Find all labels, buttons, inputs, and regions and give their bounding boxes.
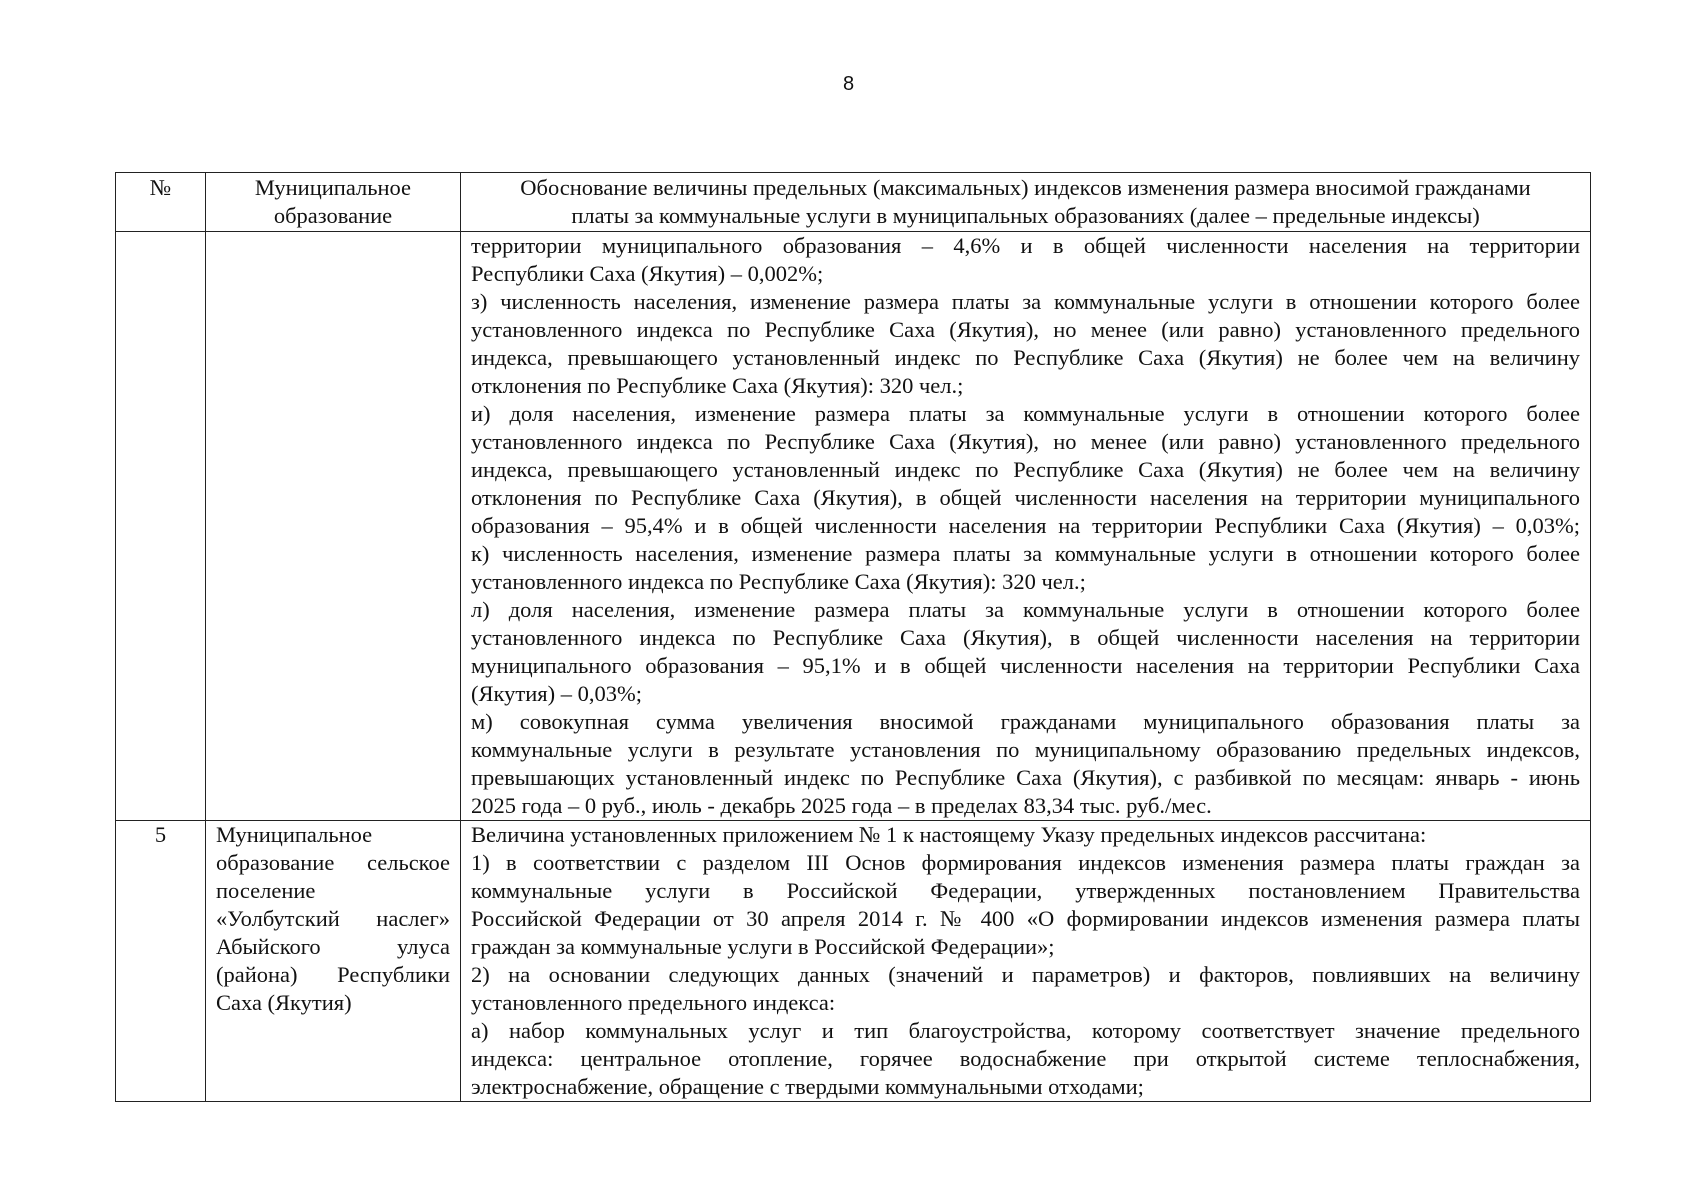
text-line: м) совокупная сумма увеличения вносимой гражданами муниципального образования платы за	[471, 709, 1580, 734]
text-line: л) доля населения, изменение размера платы за коммунальные услуги в отношении которого более	[471, 597, 1580, 622]
text-line: Величина установленных приложением № 1 к настоящему Указу предельных индексов рассчитана:	[471, 822, 1427, 847]
justification-cell	[461, 821, 1591, 1102]
row-number: 5	[116, 821, 206, 1102]
row-number	[116, 232, 206, 821]
header-line: Муниципальное	[254, 175, 412, 200]
header-line: образование	[273, 203, 393, 228]
text-line: установленного индекса по Республике Саха (Якутия): 320 чел.;	[471, 569, 1086, 594]
table-row	[116, 821, 1591, 1102]
text-line: коммунальные услуги в Российской Федерации, утвержденных постановлением Правительства	[471, 878, 1580, 903]
text-line: установленного индекса по Республике Саха (Якутия), в общей численности населения на территории	[471, 625, 1580, 650]
indices-table	[115, 172, 1591, 1102]
table-row	[116, 232, 1591, 821]
header-number: №	[116, 173, 206, 232]
text-line: граждан за коммунальные услуги в Российской Федерации»;	[471, 934, 1055, 959]
table-header-row	[116, 173, 1591, 232]
justification-cell	[461, 232, 1591, 821]
text-line: а) набор коммунальных услуг и тип благоустройства, которому соответствует значение предельного	[471, 1018, 1580, 1043]
text-line: Саха (Якутия)	[216, 990, 352, 1015]
text-line: отклонения по Республике Саха (Якутия): 320 чел.;	[471, 373, 964, 398]
header-justification	[461, 173, 1591, 232]
text-line: к) численность населения, изменение размера платы за коммунальные услуги в отношении которого более	[471, 541, 1580, 566]
text-line: 1) в соответствии с разделом III Основ формирования индексов изменения размера платы граждан за	[471, 850, 1580, 875]
text-line: «Уолбутский наслег»	[216, 906, 450, 931]
text-line: индекса, превышающего установленный индекс по Республике Саха (Якутия) не более чем на величину	[471, 457, 1580, 482]
page-number: 8	[842, 73, 855, 95]
municipality-cell	[206, 232, 461, 821]
text-line: Муниципальное	[216, 822, 373, 847]
text-line: 2) на основании следующих данных (значений и параметров) и факторов, повлиявших на величину	[471, 962, 1580, 987]
text-line: муниципального образования – 95,1% и в общей численности населения на территории Республики Саха	[471, 653, 1580, 678]
text-line: установленного индекса по Республике Саха (Якутия), но менее (или равно) установленного предельного	[471, 317, 1580, 342]
text-line: Российской Федерации от 30 апреля 2014 г. № 400 «О формировании индексов изменения размера платы	[471, 906, 1580, 931]
header-municipality	[206, 173, 461, 232]
text-line: территории муниципального образования – 4,6% и в общей численности населения на территории	[471, 233, 1580, 258]
municipality-cell	[206, 821, 461, 1102]
header-line: платы за коммунальные услуги в муниципальных образованиях (далее – предельные индексы)	[571, 203, 1480, 228]
text-line: Республики Саха (Якутия) – 0,002%;	[471, 261, 824, 286]
text-line: образования – 95,4% и в общей численности населения на территории Республики Саха (Якутия) – 0,03%;	[471, 513, 1580, 538]
header-line: Обоснование величины предельных (максимальных) индексов изменения размера вносимой гражданами	[520, 175, 1531, 200]
text-line: поселение	[216, 878, 316, 903]
text-line: индекса: центральное отопление, горячее водоснабжение при открытой системе теплоснабжения,	[471, 1046, 1580, 1071]
text-line: превышающих установленный индекс по Республике Саха (Якутия), с разбивкой по месяцам: январь - июнь	[471, 765, 1580, 790]
text-line: образование сельское	[216, 850, 450, 875]
text-line: (района) Республики	[216, 962, 450, 987]
text-line: коммунальные услуги в результате установления по муниципальному образованию предельных индексов,	[471, 737, 1580, 762]
text-line: установленного предельного индекса:	[471, 990, 836, 1015]
text-line: электроснабжение, обращение с твердыми коммунальными отходами;	[471, 1074, 1144, 1099]
text-line: (Якутия) – 0,03%;	[471, 681, 642, 706]
text-line: 2025 года – 0 руб., июль - декабрь 2025 года – в пределах 83,34 тыс. руб./мес.	[471, 793, 1212, 818]
text-line: отклонения по Республике Саха (Якутия), в общей численности населения на территории муниципального	[471, 485, 1580, 510]
text-line: установленного индекса по Республике Саха (Якутия), но менее (или равно) установленного предельного	[471, 429, 1580, 454]
text-line: Абыйского улуса	[216, 934, 450, 959]
text-line: индекса, превышающего установленный индекс по Республике Саха (Якутия) не более чем на величину	[471, 345, 1580, 370]
text-line: з) численность населения, изменение размера платы за коммунальные услуги в отношении которого более	[471, 289, 1580, 314]
text-line: и) доля населения, изменение размера платы за коммунальные услуги в отношении которого более	[471, 401, 1580, 426]
